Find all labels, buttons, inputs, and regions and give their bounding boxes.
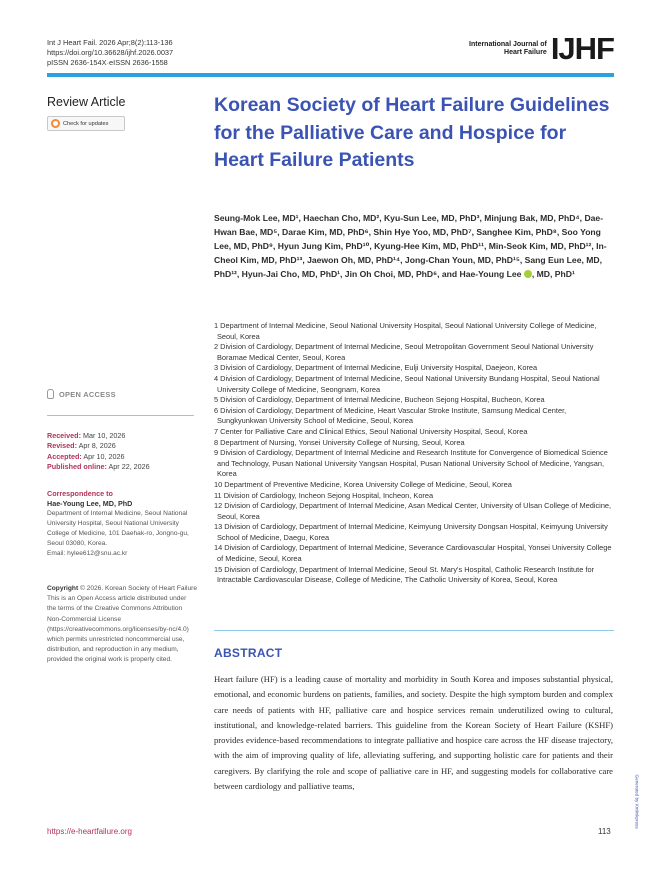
open-access-badge bbox=[47, 389, 116, 399]
open-lock-icon bbox=[47, 389, 54, 399]
article-title: Korean Society of Heart Failure Guidelines for the Palliative Care and Hospice for Heart Failure Patients bbox=[214, 94, 610, 171]
journal-url[interactable]: https://e-heartfailure.org bbox=[47, 827, 132, 836]
affiliation: 2 Division of Cardiology, Department of Internal Medicine, Seoul Metropolitan Government Seoul National University Boramae Medical Center, Seoul, Korea bbox=[214, 342, 594, 362]
article-dates: Received: Mar 10, 2026 Revised: Apr 8, 2026 Accepted: Apr 10, 2026 Published online: Apr 22, 2026 bbox=[47, 431, 150, 472]
author-list bbox=[214, 211, 614, 281]
logo-line1: International Journal of bbox=[469, 40, 547, 48]
correspondence-address: Department of Internal Medicine, Seoul National University Hospital, Seoul National University College of Medicine, 101 Daehak-ro, Jongno-gu, Seoul 03080, Korea. bbox=[47, 510, 189, 547]
page-number: 113 bbox=[598, 827, 611, 836]
correspondence-name: Hae-Young Lee, MD, PhD bbox=[47, 499, 133, 508]
online-date: Apr 22, 2026 bbox=[108, 462, 150, 472]
copyright bbox=[47, 584, 197, 666]
affiliation: 13 Division of Cardiology, Department of Internal Medicine, Keimyung University Dongsan Hospital, Keimyung University School of Medicine, Daegu, Korea bbox=[214, 522, 608, 542]
affiliations bbox=[214, 321, 614, 586]
affiliation: 12 Division of Cardiology, Department of Internal Medicine, Asan Medical Center, University of Ulsan College of Medicine, Seoul, Korea bbox=[214, 501, 612, 521]
received-date: Mar 10, 2026 bbox=[82, 431, 126, 440]
affiliation: 7 Center for Palliative Care and Clinical Ethics, Seoul National University Hospital, Seoul, Korea bbox=[214, 426, 528, 436]
check-updates-label: Check for updates bbox=[63, 120, 109, 127]
correspondence-heading: Correspondence to bbox=[47, 489, 113, 498]
affiliation: 5 Division of Cardiology, Department of Internal Medicine, Bucheon Sejong Hospital, Bucheon, Korea bbox=[214, 395, 545, 405]
revised-date: Apr 8, 2026 bbox=[78, 441, 116, 451]
license-text: This is an Open Access article distributed under the terms of the Creative Commons Attribution Non-Commercial License (https://creativecommons.org/licenses/by-nc/4.0) which permits unrestricted noncommercial use, distribution, and reproduction in any medium, provided the original work is properly cited. bbox=[47, 595, 189, 664]
doi-link[interactable]: https://doi.org/10.36628/ijhf.2026.0037 bbox=[47, 48, 174, 57]
abstract-text: Heart failure (HF) is a leading cause of mortality and morbidity in South Korea and imposes substantial physical, emotional, and economic burdens on patients, families, and society. Despite the high symptom burden and complex care needs of patients with HF, palliative care and hospice services remain underutilized owing to cultural, institutional, and knowledge-related barriers. This guideline from the Korean Society of Heart Failure (KSHF) provides evidence-based recommendations to integrate palliative and hospice care across the HF disease trajectory, with the aim of improving quality of life, alleviating suffering, and supporting holistic care for patients and their caregivers. By clarifying the role and scope of palliative care in HF, and suggesting models for collaborative care between cardiology and palliative teams, bbox=[214, 674, 613, 792]
open-access-label: OPEN ACCESS bbox=[59, 389, 116, 399]
affiliation: 8 Department of Nursing, Yonsei University College of Nursing, Seoul, Korea bbox=[214, 437, 465, 447]
affiliation: 10 Department of Preventive Medicine, Korea University College of Medicine, Seoul, Korea bbox=[214, 479, 512, 489]
affiliation: 9 Division of Cardiology, Department of Internal Medicine and Research Institute for Convergence of Biomedical Science and Technology, Pusan National University Yangsan Hospital, Pusan National University School of Medicine, Yangsan, Korea bbox=[214, 448, 608, 479]
crossmark-icon bbox=[51, 119, 60, 128]
affiliation: 11 Division of Cardiology, Incheon Sejong Hospital, Incheon, Korea bbox=[214, 490, 434, 500]
sidebar-divider bbox=[47, 415, 194, 416]
journal-logo bbox=[469, 31, 614, 66]
logo-abbrev: IJHF bbox=[550, 31, 614, 66]
abstract-rule bbox=[214, 630, 614, 631]
abstract-heading: ABSTRACT bbox=[214, 646, 283, 660]
affiliation: 1 Department of Internal Medicine, Seoul National University Hospital, Seoul National University College of Medicine, Seoul, Korea bbox=[214, 321, 597, 341]
accepted-date: Apr 10, 2026 bbox=[83, 451, 125, 461]
copyright-owner: © 2026. Korean Society of Heart Failure bbox=[79, 585, 197, 592]
affiliation: 14 Division of Cardiology, Department of Internal Medicine, Severance Cardiovascular Hospital, Yonsei University College of Medicine, Seoul, Korea bbox=[214, 543, 612, 564]
authors-text: Seung-Mok Lee, MD¹, Haechan Cho, MD², Kyu-Sun Lee, MD, PhD³, Minjung Bak, MD, PhD⁴, Dae-Hwan Bae, MD⁵, Darae Kim, MD, PhD⁶, Shin Hye Yoo, MD, PhD⁷, Sanghee Kim, PhD⁸, Soo Yong Lee, MD, PhD⁹, Hyun Jung Kim, PhD¹⁰, Kyung-Hee Kim, MD, PhD¹¹, Min-Seok Kim, MD, PhD¹², In-Cheol Kim, MD, PhD¹³, Jaewon Oh, MD, PhD¹⁴, Jong-Chan Youn, MD, PhD¹⁵, Sang Eun Lee, MD, PhD¹², Hyun-Jai Cho, MD, PhD¹, Jin Oh Choi, MD, PhD⁶, and Hae-Young Lee bbox=[214, 213, 607, 279]
side-note: Generated by Xmlinkpress bbox=[634, 774, 640, 829]
authors-last: , MD, PhD¹ bbox=[531, 269, 575, 279]
correspondence-email[interactable]: Email: hylee612@snu.ac.kr bbox=[47, 550, 128, 557]
affiliation: 3 Division of Cardiology, Department of Internal Medicine, Eulji University Hospital, Daejeon, Korea bbox=[214, 363, 538, 373]
article-type: Review Article bbox=[47, 95, 126, 109]
orcid-icon[interactable] bbox=[524, 270, 532, 278]
issn: pISSN 2636-154X·eISSN 2636-1558 bbox=[47, 58, 168, 67]
journal-meta bbox=[47, 38, 347, 68]
affiliation: 15 Division of Cardiology, Department of Internal Medicine, Seoul St. Mary's Hospital, Catholic Research Institute for Intractable Cardiovascular Disease, College of Medicine, The Catholic University of Korea, Seoul, Korea bbox=[214, 564, 595, 585]
header-rule bbox=[47, 73, 614, 77]
logo-line2: Heart Failure bbox=[504, 49, 547, 56]
affiliation: 4 Division of Cardiology, Department of Internal Medicine, Seoul National University Bundang Hospital, Seoul National University College of Medicine, Seongnam, Korea bbox=[214, 373, 600, 394]
copyright-label: Copyright bbox=[47, 585, 79, 592]
citation: Int J Heart Fail. 2026 Apr;8(2):113-136 bbox=[47, 38, 173, 47]
correspondence bbox=[47, 489, 197, 559]
affiliation: 6 Division of Cardiology, Department of Medicine, Heart Vascular Stroke Institute, Samsung Medical Center, Sungkyunkwan University School of Medicine, Seoul, Korea bbox=[214, 405, 567, 426]
check-updates-button[interactable] bbox=[47, 116, 125, 131]
